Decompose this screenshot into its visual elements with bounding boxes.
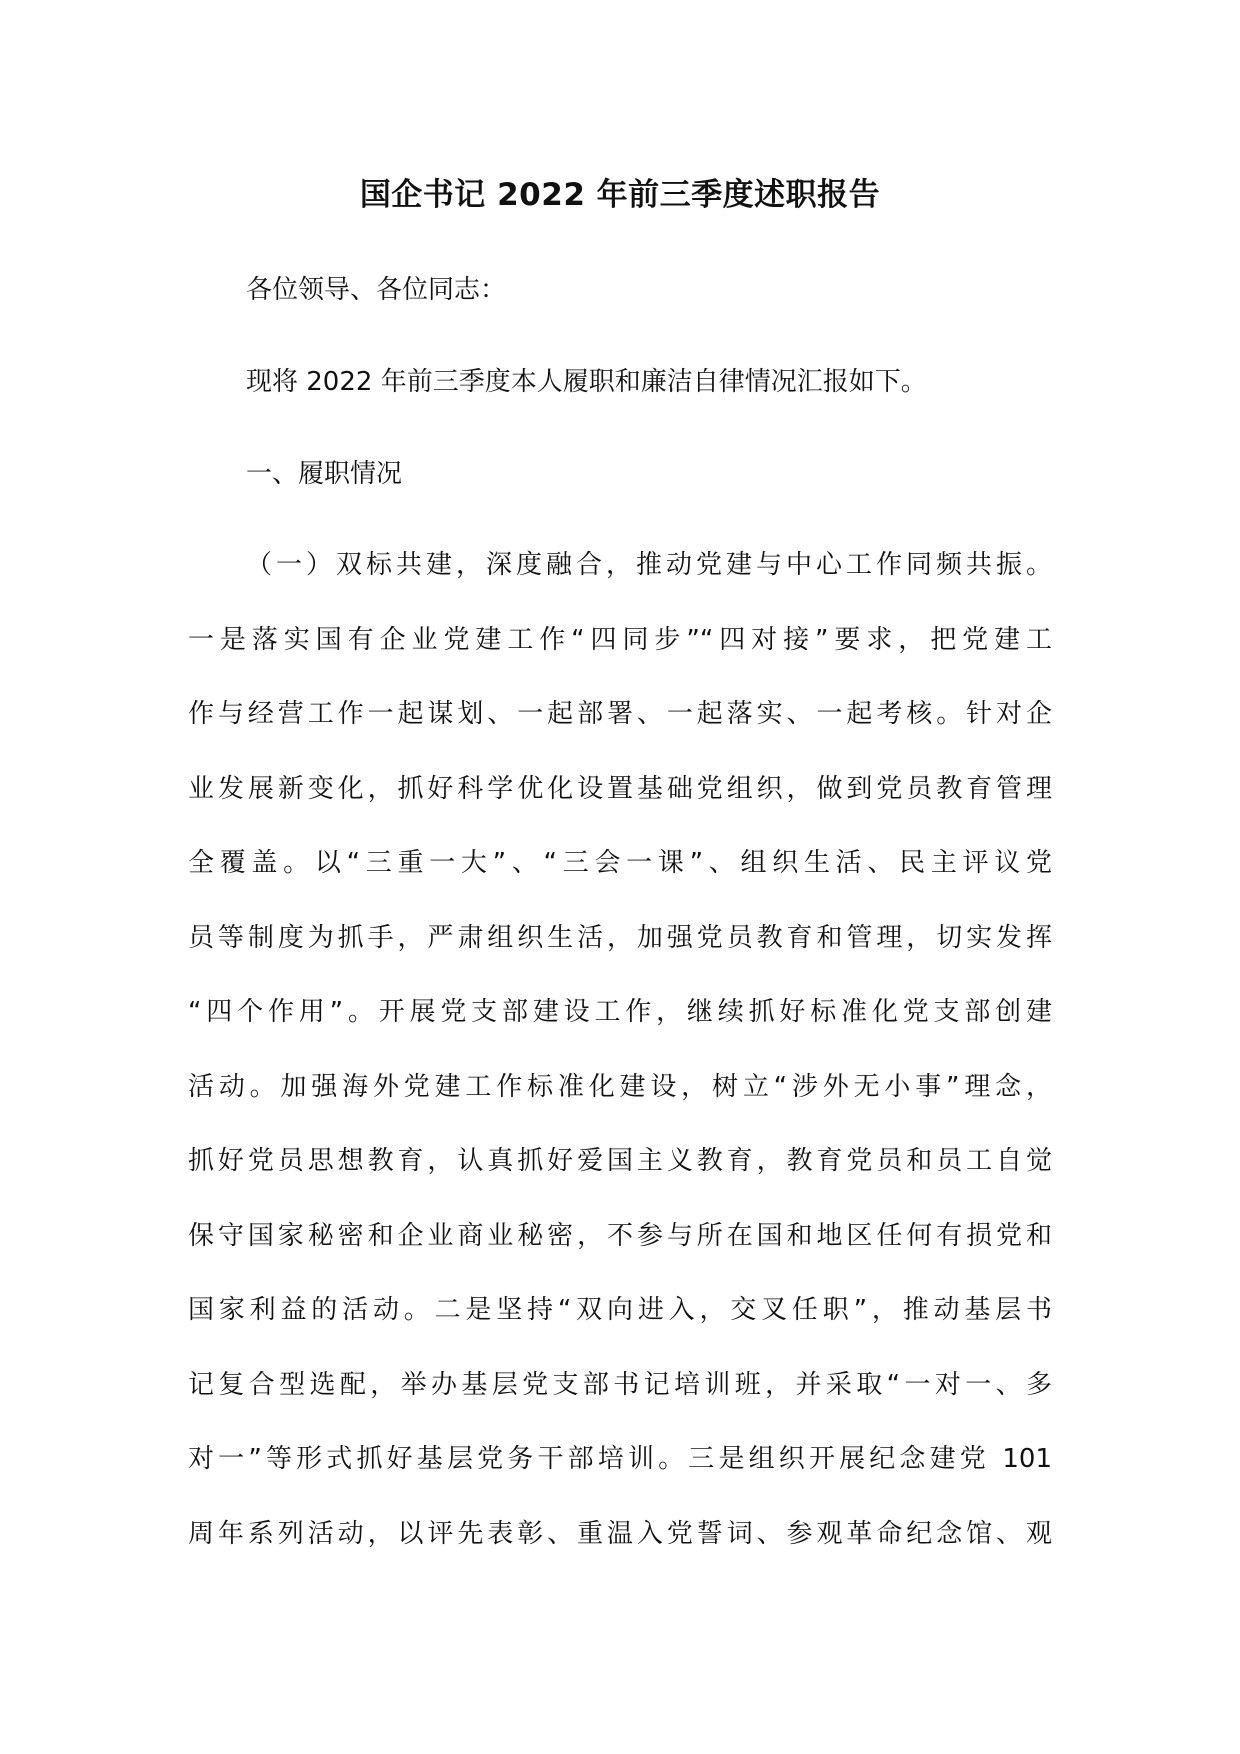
body-line: 国家利益的活动。二是坚持“双向进入，交叉任职”，推动基层书 [188, 1295, 1052, 1325]
body-line: 记复合型选配，举办基层党支部书记培训班，并采取“一对一、多 [188, 1369, 1052, 1400]
body-paragraph [188, 543, 1052, 1586]
body-line: 抓好党员思想教育，认真抓好爱国主义教育，教育党员和员工自觉 [188, 1146, 1052, 1176]
body-line: 保守国家秘密和企业商业秘密，不参与所在国和地区任何有损党和 [188, 1220, 1052, 1251]
body-line: 活动。加强海外党建工作标准化建设，树立“涉外无小事”理念， [188, 1071, 1052, 1102]
document-title: 国企书记 2022 年前三季度述职报告 [359, 177, 881, 213]
body-line: 一是落实国有企业党建工作“四同步”“四对接”要求，把党建工 [188, 624, 1052, 655]
body-line: 对一”等形式抓好基层党务干部培训。三是组织开展纪念建党 101 [188, 1444, 1052, 1474]
body-line: 业发展新变化，抓好科学优化设置基础党组织，做到党员教育管理 [188, 773, 1052, 804]
intro-paragraph: 现将 2022 年前三季度本人履职和廉洁自律情况汇报如下。 [246, 367, 927, 397]
greeting-line: 各位领导、各位同志： [246, 275, 507, 305]
body-line: “四个作用”。开展党支部建设工作，继续抓好标准化党支部创建 [188, 997, 1052, 1027]
body-line: 全覆盖。以“三重一大”、“三会一课”、组织生活、民主评议党 [188, 848, 1052, 878]
body-line: 周年系列活动，以评先表彰、重温入党誓词、参观革命纪念馆、观 [188, 1518, 1052, 1549]
body-line: （一）双标共建，深度融合，推动党建与中心工作同频共振。 [246, 550, 1052, 580]
body-line: 员等制度为抓手，严肃组织生活，加强党员教育和管理，切实发挥 [188, 922, 1052, 953]
section-heading: 一、履职情况 [246, 459, 403, 489]
body-line: 作与经营工作一起谋划、一起部署、一起落实、一起考核。针对企 [188, 699, 1052, 729]
